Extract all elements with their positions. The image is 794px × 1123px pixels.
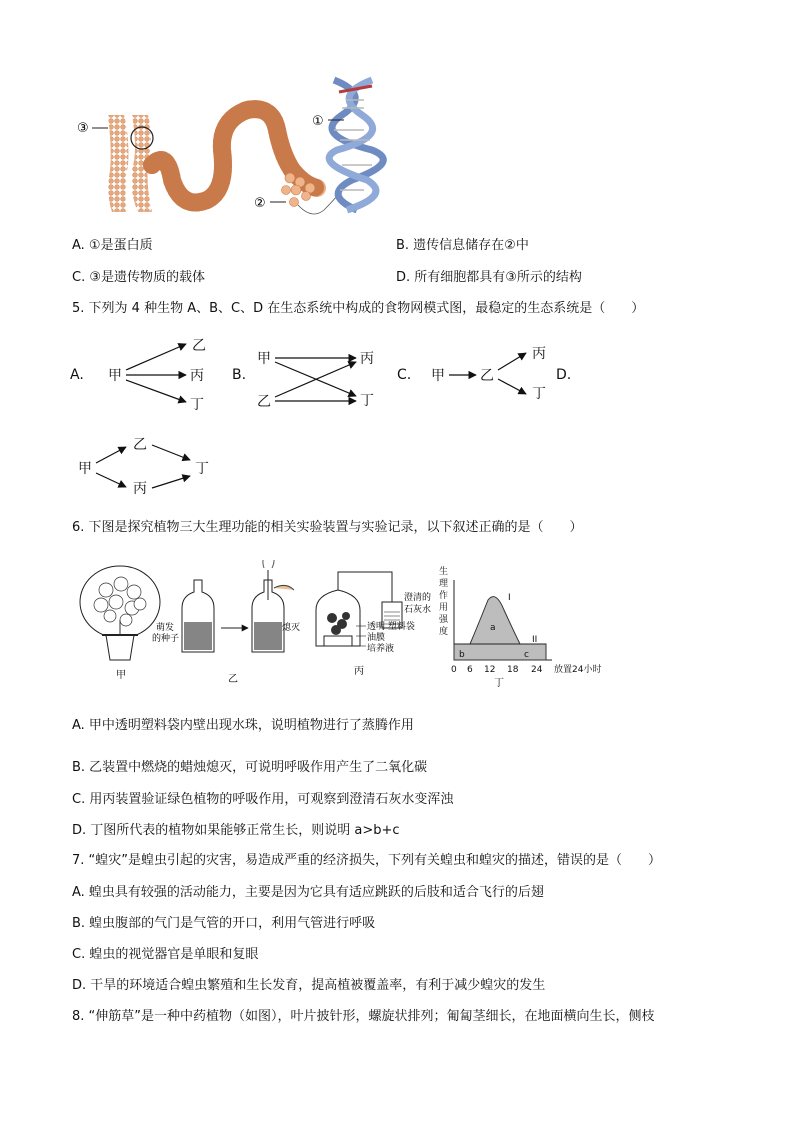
q4-option-d: D. 所有细胞都具有③所示的结构 bbox=[396, 270, 582, 285]
xtick-0: 0 bbox=[451, 665, 457, 675]
ylabel-c6: 度 bbox=[439, 627, 449, 637]
food-web-figures bbox=[60, 330, 620, 500]
q6-stem: 6. 下图是探究植物三大生理功能的相关实验装置与实验记录，以下叙述正确的是（ ） bbox=[72, 520, 583, 535]
q5-letter-d: D. bbox=[556, 367, 572, 383]
q5-letter-b: B. bbox=[232, 367, 247, 383]
ylabel-c3: 作 bbox=[439, 591, 449, 601]
web-c-ding: 丁 bbox=[532, 386, 546, 402]
ylabel-c2: 理 bbox=[439, 579, 449, 589]
ylabel-c4: 用 bbox=[439, 603, 449, 613]
xtick-12: 12 bbox=[484, 665, 496, 675]
web-b-ding: 丁 bbox=[360, 393, 374, 409]
q7-stem: 7. “蝗灾”是蝗虫引起的灾害，易造成严重的经济损失，下列有关蝗虫和蝗灾的描述，错误的是（ ） bbox=[72, 853, 662, 868]
web-c-bing: 丙 bbox=[532, 346, 546, 362]
seed-bottle bbox=[182, 580, 214, 652]
limewater-label-2: 石灰水 bbox=[404, 605, 432, 615]
q6-option-d: D. 丁图所代表的植物如果能够正常生长，则说明 a>b+c bbox=[72, 823, 400, 838]
nutrient-label: 培养液 bbox=[367, 644, 395, 654]
q7-option-a: A. 蝗虫具有较强的活动能力，主要是因为它具有适应跳跃的后肢和适合飞行的后翅 bbox=[72, 885, 544, 900]
q5-stem: 5. 下列为 4 种生物 A、B、C、D 在生态系统中构成的食物网模式图，最稳定的生态系统是（ ） bbox=[72, 301, 645, 316]
area-c-label: c bbox=[524, 650, 529, 660]
caption-bing: 丙 bbox=[354, 666, 364, 677]
bag-label: 透明 塑料袋 bbox=[367, 622, 415, 632]
curve-ii-label: II bbox=[532, 635, 538, 645]
caption-jia: 甲 bbox=[116, 670, 126, 681]
web-a-ding: 丁 bbox=[190, 397, 204, 413]
q4-option-c: C. ③是遗传物质的载体 bbox=[72, 270, 205, 285]
apparatus-bing bbox=[316, 572, 402, 646]
seed-label-2: 的种子 bbox=[152, 634, 180, 644]
caption-yi: 乙 bbox=[228, 674, 238, 685]
xtick-18: 18 bbox=[507, 665, 519, 675]
q8-stem: 8. “伸筋草”是一种中药植物（如图），叶片披针形，螺旋状排列；匍匐茎细长，在地面横向生长，侧枝 bbox=[72, 1009, 655, 1024]
oil-film-label: 油膜 bbox=[367, 633, 386, 643]
label-two: ② bbox=[254, 196, 266, 211]
q5-letter-a: A. bbox=[70, 367, 84, 383]
web-c-jia: 甲 bbox=[431, 368, 445, 384]
web-b-jia: 甲 bbox=[257, 351, 271, 367]
xtick-6: 6 bbox=[467, 665, 473, 675]
label-three: ③ bbox=[77, 121, 89, 136]
seed-label-1: 萌发 bbox=[156, 623, 175, 633]
q7-option-d: D. 干旱的环境适合蝗虫繁殖和生长发育，提高植被覆盖率，有利于减少蝗灾的发生 bbox=[72, 978, 546, 993]
q6-option-c: C. 用丙装置验证绿色植物的呼吸作用，可观察到澄清石灰水变浑浊 bbox=[72, 792, 454, 807]
q7-option-c: C. 蝗虫的视觉器官是单眼和复眼 bbox=[72, 947, 259, 962]
web-a-jia: 甲 bbox=[108, 368, 122, 384]
experiment-figure bbox=[76, 560, 616, 690]
web-b-bing: 丙 bbox=[360, 351, 374, 367]
web-c-yi: 乙 bbox=[480, 368, 494, 384]
q4-option-b: B. 遗传信息储存在②中 bbox=[396, 238, 529, 253]
area-a-label: a bbox=[490, 623, 496, 633]
curve-i-label: I bbox=[508, 593, 511, 603]
q6-option-b: B. 乙装置中燃烧的蜡烛熄灭，可说明呼吸作用产生了二氧化碳 bbox=[72, 760, 428, 775]
q4-option-a: A. ①是蛋白质 bbox=[72, 238, 153, 253]
extinguish-label: 熄灭 bbox=[282, 623, 301, 633]
q7-option-b: B. 蝗虫腹部的气门是气管的开口，利用气管进行呼吸 bbox=[72, 916, 376, 931]
web-d-bing: 丙 bbox=[133, 481, 147, 497]
chromosome-dna-figure bbox=[72, 70, 412, 220]
area-b-label: b bbox=[459, 650, 465, 660]
web-d-jia: 甲 bbox=[78, 461, 92, 477]
physiology-chart bbox=[454, 580, 552, 660]
xlabel: 放置24小时 bbox=[554, 665, 602, 675]
web-a-bing: 丙 bbox=[190, 368, 204, 384]
limewater-label-1: 澄清的 bbox=[404, 593, 432, 603]
xtick-24: 24 bbox=[531, 665, 543, 675]
web-d-ding: 丁 bbox=[195, 461, 209, 477]
web-a-yi: 乙 bbox=[192, 338, 206, 354]
caption-ding: 丁 bbox=[494, 678, 504, 689]
web-d-yi: 乙 bbox=[133, 437, 147, 453]
label-one: ① bbox=[312, 114, 324, 129]
ylabel-c1: 生 bbox=[439, 567, 449, 577]
web-b-yi: 乙 bbox=[257, 394, 271, 410]
dna-double-helix bbox=[329, 80, 383, 210]
ylabel-c5: 强 bbox=[439, 615, 449, 625]
apparatus-jia bbox=[80, 566, 160, 660]
apparatus-yi bbox=[252, 560, 294, 652]
q6-option-a: A. 甲中透明塑料袋内壁出现水珠，说明植物进行了蒸腾作用 bbox=[72, 718, 414, 733]
q5-letter-c: C. bbox=[397, 367, 412, 383]
